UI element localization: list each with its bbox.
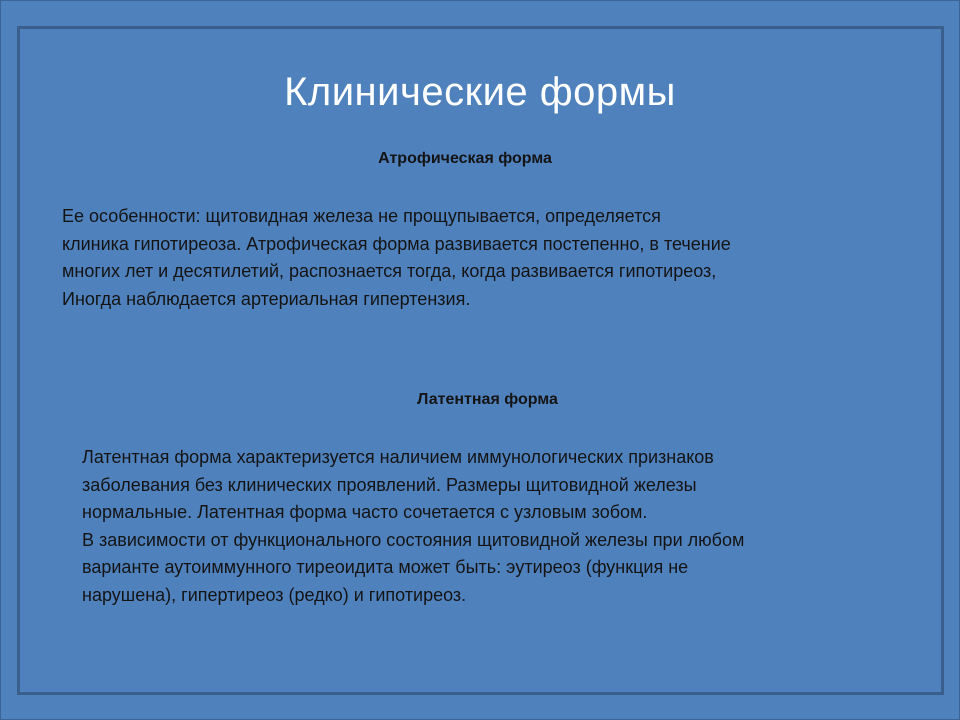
body-line: нормальные. Латентная форма часто сочетается с узловым зобом. [82,502,648,522]
body-line: многих лет и десятилетий, распознается тогда, когда развивается гипотиреоз, [62,261,717,281]
body-line: нарушена), гипертиреоз (редко) и гипотиреоз. [82,584,467,605]
body-line: заболевания без клинических проявлений. Размеры щитовидной железы [82,474,697,495]
body-line: варианте аутоиммунного тиреоидита может быть: эутиреоз (функция не [82,557,689,577]
body-line: Иногда наблюдается артериальная гипертензия. [62,288,471,309]
section-heading-latent: Латентная форма [417,391,558,408]
body-line: клиника гипотиреоза. Атрофическая форма развивается постепенно, в течение [62,233,731,254]
section-body-atrophic [62,203,922,313]
section-heading-atrophic: Атрофическая форма [378,150,552,167]
body-line: Латентная форма характеризуется наличием иммунологических признаков [82,447,714,467]
body-line: Ее особенности: щитовидная железа не прощупывается, определяется [62,206,661,226]
section-body-latent [82,444,922,609]
slide-title: Клинические формы [284,70,676,114]
body-line: В зависимости от функционального состояния щитовидной железы при любом [82,529,745,550]
